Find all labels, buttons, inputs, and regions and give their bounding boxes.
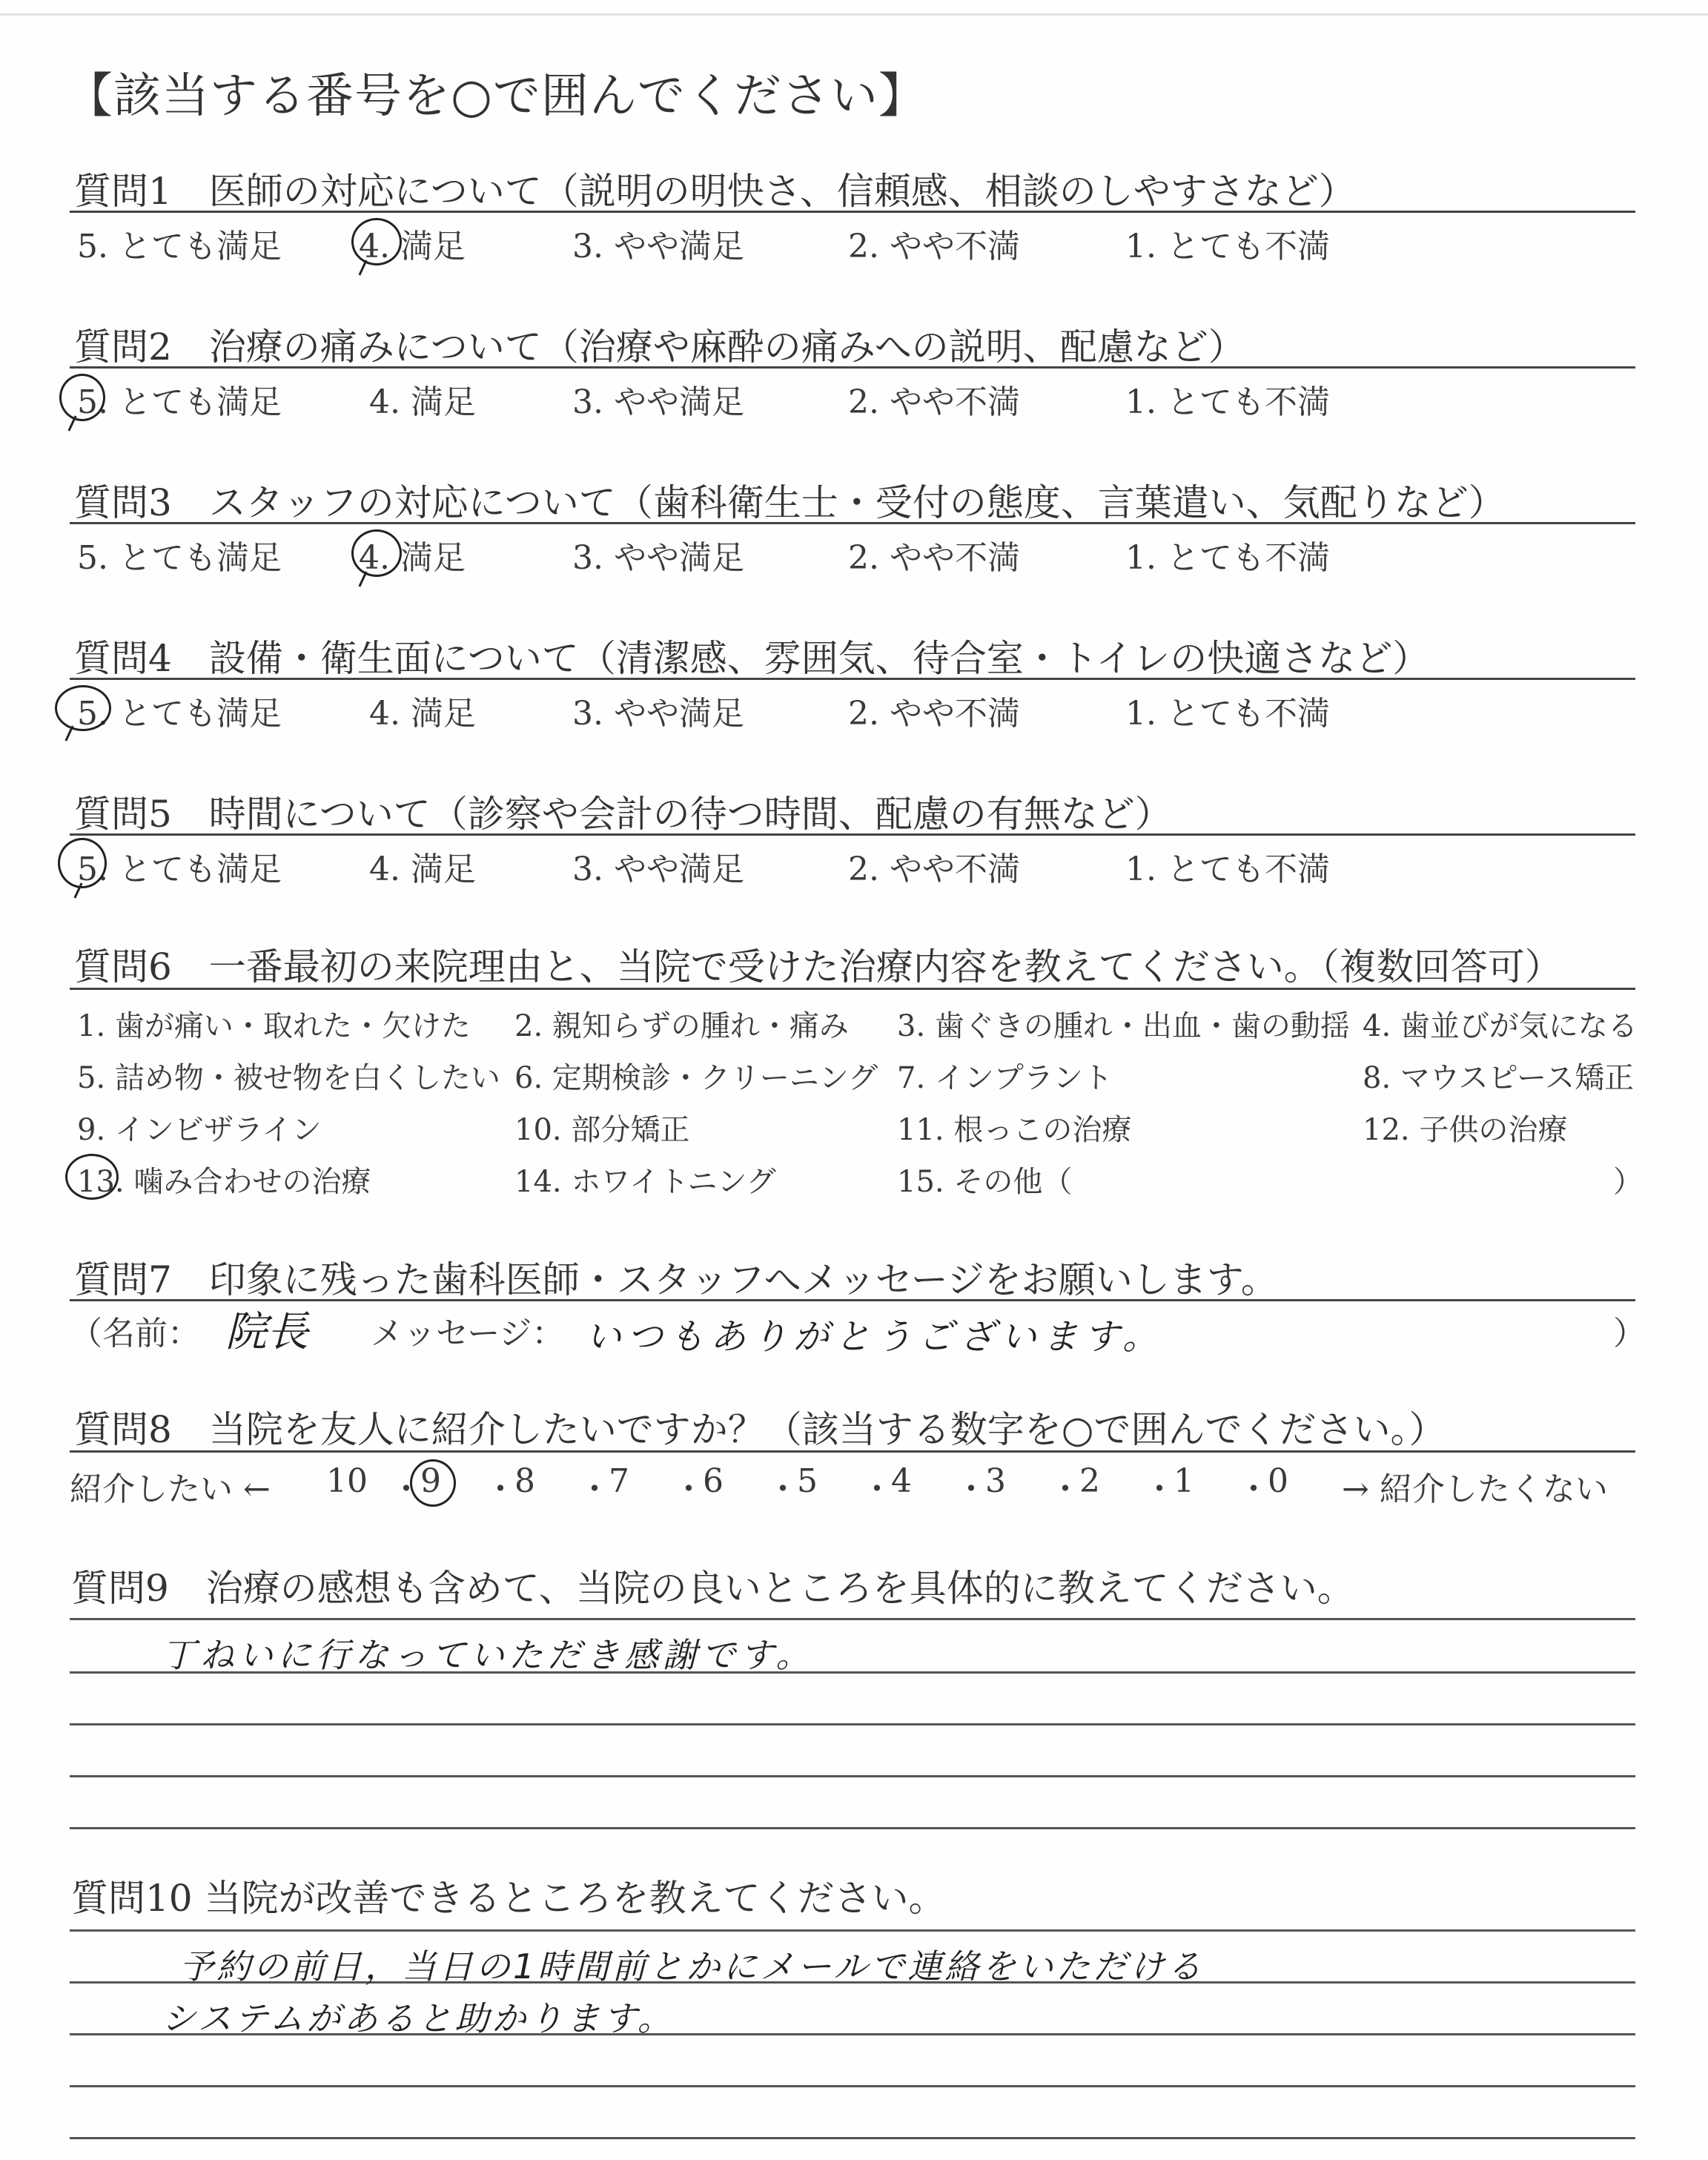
q3-rule	[70, 522, 1635, 524]
q8-scale-separator: ・	[484, 1470, 517, 1508]
q8-scale-4[interactable]: 4	[891, 1462, 912, 1500]
q3-option-1[interactable]: 1. とても不満	[1125, 539, 1330, 577]
q4-option-5[interactable]: 5. とても満足	[77, 695, 282, 733]
q5-selection-circle	[58, 838, 107, 888]
q2-selection-circle	[59, 374, 105, 421]
q8-scale-2[interactable]: 2	[1079, 1462, 1100, 1500]
q3-option-4[interactable]: 4. 満足	[359, 539, 466, 577]
q4-option-3[interactable]: 3. やや満足	[572, 695, 744, 733]
q3-option-2[interactable]: 2. やや不満	[848, 539, 1020, 577]
q4-rule	[70, 678, 1635, 680]
q8-right-label: → 紹介したくない	[1342, 1470, 1608, 1508]
q8-scale-0[interactable]: 0	[1268, 1462, 1288, 1500]
q1-option-2[interactable]: 2. やや不満	[848, 228, 1020, 265]
q8-scale-7[interactable]: 7	[609, 1462, 629, 1500]
q1-title: 質問1 医師の対応について（説明の明快さ、信頼感、相談のしやすさなど）	[74, 170, 1356, 213]
q2-option-3[interactable]: 3. やや満足	[572, 383, 744, 421]
q4-title: 質問4 設備・衛生面について（清潔感、雰囲気、待合室・トイレの快適さなど）	[74, 637, 1430, 680]
q8-scale-separator: ・	[578, 1470, 611, 1508]
q8-rule	[70, 1450, 1635, 1453]
q5-option-2[interactable]: 2. やや不満	[848, 851, 1020, 888]
q8-scale-9[interactable]: 9	[420, 1462, 441, 1500]
q10-answer-line-2[interactable]: システムがあると助かります。	[162, 1998, 675, 2038]
q8-scale-1[interactable]: 1	[1174, 1462, 1194, 1500]
q6-option-6[interactable]: 6. 定期検診・クリーニング	[514, 1061, 878, 1095]
q3-selection-circle	[351, 529, 402, 577]
q8-scale-separator: ・	[767, 1470, 799, 1508]
q5-rule	[70, 833, 1635, 836]
q8-scale-3[interactable]: 3	[985, 1462, 1006, 1500]
q1-option-4[interactable]: 4. 満足	[359, 228, 466, 265]
q8-scale-8[interactable]: 8	[514, 1462, 535, 1500]
q2-title: 質問2 治療の痛みについて（治療や麻酔の痛みへの説明、配慮など）	[74, 326, 1245, 369]
q6-option-12[interactable]: 12. 子供の治療	[1363, 1113, 1568, 1147]
q9-line-4	[70, 1775, 1635, 1777]
q2-option-4[interactable]: 4. 満足	[369, 383, 476, 421]
q3-option-5[interactable]: 5. とても満足	[77, 539, 282, 577]
q8-scale-separator: ・	[1143, 1470, 1176, 1508]
q6-option-15[interactable]: 15. その他（	[897, 1165, 1073, 1199]
q2-option-2[interactable]: 2. やや不満	[848, 383, 1020, 421]
q9-title: 質問9 治療の感想も含めて、当院の良いところを具体的に教えてください。	[71, 1567, 1354, 1610]
q7-message-value[interactable]: いつもありがとうございます。	[586, 1316, 1165, 1358]
q8-scale-separator: ・	[1049, 1470, 1082, 1508]
q6-selection-circle	[65, 1154, 119, 1200]
q5-option-4[interactable]: 4. 満足	[369, 851, 476, 888]
q4-selection-circle	[55, 685, 111, 731]
q7-title: 質問7 印象に残った歯科医師・スタッフへメッセージをお願いします。	[74, 1258, 1278, 1301]
q8-scale-separator: ・	[1237, 1470, 1270, 1508]
q5-option-5[interactable]: 5. とても満足	[77, 851, 282, 888]
q9-line-1	[70, 1618, 1635, 1620]
q10-title: 質問10 当院が改善できるところを教えてください。	[71, 1877, 946, 1920]
q4-option-2[interactable]: 2. やや不満	[848, 695, 1020, 733]
q6-option-13[interactable]: 13. 噛み合わせの治療	[77, 1165, 371, 1199]
q1-option-5[interactable]: 5. とても満足	[77, 228, 282, 265]
q6-option-14[interactable]: 14. ホワイトニング	[514, 1165, 776, 1199]
q7-close-paren: ）	[1613, 1315, 1646, 1353]
q7-name-label: （名前：	[70, 1315, 200, 1353]
q8-scale-separator: ・	[955, 1470, 987, 1508]
q7-message-label: メッセージ：	[371, 1315, 565, 1353]
q6-option-8[interactable]: 8. マウスピース矯正	[1363, 1061, 1635, 1095]
q8-scale-separator: ・	[672, 1470, 705, 1508]
q9-answer[interactable]: 丁ねいに行なっていただき感謝です。	[162, 1635, 815, 1675]
q9-line-3	[70, 1723, 1635, 1725]
q10-line-5	[70, 2137, 1635, 2139]
q8-title: 質問8 当院を友人に紹介したいですか？（該当する数字を○で囲んでください。）	[74, 1408, 1446, 1451]
q6-title: 質問6 一番最初の来院理由と、当院で受けた治療内容を教えてください。（複数回答可）	[74, 945, 1562, 988]
q6-option-3[interactable]: 3. 歯ぐきの腫れ・出血・歯の動揺	[897, 1009, 1350, 1043]
q6-option-10[interactable]: 10. 部分矯正	[514, 1113, 690, 1147]
top-border	[0, 13, 1708, 16]
q4-option-1[interactable]: 1. とても不満	[1125, 695, 1330, 733]
q6-option-1[interactable]: 1. 歯が痛い・取れた・欠けた	[77, 1009, 471, 1043]
page-title: 【該当する番号を○で囲んでください】	[65, 69, 927, 124]
q1-option-3[interactable]: 3. やや満足	[572, 228, 744, 265]
q6-option-7[interactable]: 7. インプラント	[897, 1061, 1113, 1095]
q6-option-11[interactable]: 11. 根っこの治療	[897, 1113, 1132, 1147]
q6-option-5[interactable]: 5. 詰め物・被せ物を白くしたい	[77, 1061, 500, 1095]
q8-scale-separator: ・	[390, 1470, 423, 1508]
q10-answer-line-1[interactable]: 予約の前日，当日の1時間前とかにメールで連絡をいただける	[179, 1946, 1205, 1986]
q2-option-5[interactable]: 5. とても満足	[77, 383, 282, 421]
q5-title: 質問5 時間について（診察や会計の待つ時間、配慮の有無など）	[74, 793, 1172, 836]
q6-rule	[70, 988, 1635, 990]
q2-option-1[interactable]: 1. とても不満	[1125, 383, 1330, 421]
q10-line-1	[70, 1929, 1635, 1932]
q6-option-4[interactable]: 4. 歯並びが気になる	[1363, 1009, 1638, 1043]
q1-rule	[70, 211, 1635, 213]
q7-name-value[interactable]: 院長	[225, 1308, 308, 1356]
q6-option-9[interactable]: 9. インビザライン	[77, 1113, 322, 1147]
q8-left-label: 紹介したい ←	[70, 1470, 271, 1508]
q9-line-5	[70, 1827, 1635, 1829]
q8-scale-separator: ・	[861, 1470, 893, 1508]
q3-option-3[interactable]: 3. やや満足	[572, 539, 744, 577]
q5-option-3[interactable]: 3. やや満足	[572, 851, 744, 888]
q8-scale-6[interactable]: 6	[703, 1462, 724, 1500]
q8-scale-5[interactable]: 5	[797, 1462, 818, 1500]
q6-other-close-paren: ）	[1613, 1165, 1643, 1199]
q1-selection-circle	[351, 218, 402, 265]
q8-selection-circle	[410, 1459, 456, 1507]
q2-rule	[70, 366, 1635, 369]
q4-option-4[interactable]: 4. 満足	[369, 695, 476, 733]
q6-option-2[interactable]: 2. 親知らずの腫れ・痛み	[514, 1009, 849, 1043]
q8-scale-10[interactable]: 10	[326, 1462, 368, 1500]
q10-line-4	[70, 2085, 1635, 2087]
q3-title: 質問3 スタッフの対応について（歯科衛生士・受付の態度、言葉遣い、気配りなど）	[74, 481, 1506, 524]
q1-option-1[interactable]: 1. とても不満	[1125, 228, 1330, 265]
q5-option-1[interactable]: 1. とても不満	[1125, 851, 1330, 888]
